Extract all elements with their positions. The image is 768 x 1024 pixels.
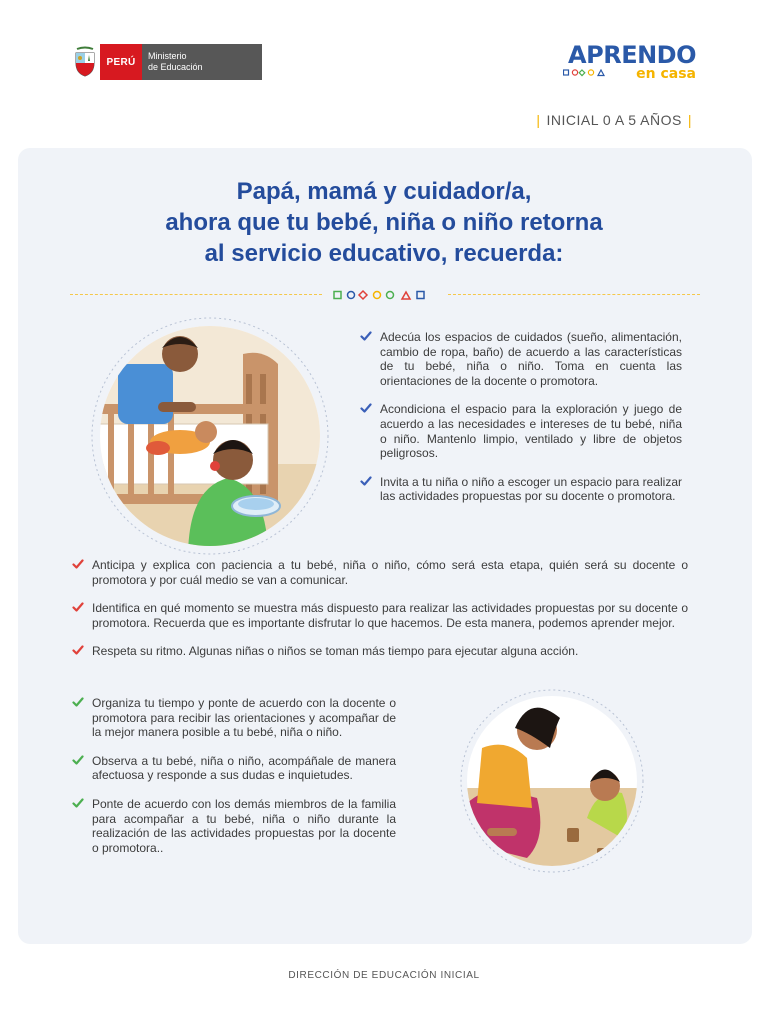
tip-text: Observa a tu bebé, niña o niño, acompáñale de manera afectuosa y responde a sus dudas e inquietudes. — [92, 753, 396, 783]
tip-text: Invita a tu niña o niño a escoger un espacio para realizar las actividades propuestas por su docente o promotora. — [380, 474, 682, 504]
tip-text: Identifica en qué momento se muestra más dispuesto para realizar las actividades propuestas por su docente o promotora. Recuerda que es importante disfrutar lo que hacemos. De esta manera, podemos aprender mejor. — [92, 601, 688, 630]
list-item — [72, 696, 396, 740]
tip-text: Anticipa y explica con paciencia a tu bebé, niña o niño, cómo será esta etapa, quién será su docente o promotora y por cuál medio se van a comunicar. — [92, 558, 688, 587]
tips-bottom-list — [72, 696, 396, 869]
tip-text: Organiza tu tiempo y ponte de acuerdo con la docente o promotora para recibir las orientaciones y acompañar de la mejor manera posible a tu bebé, niña o niño. — [92, 696, 396, 740]
list-item — [72, 797, 396, 855]
title-line-2: ahora que tu bebé, niña o niño retorna — [165, 209, 603, 236]
logo-word-en-casa: en casa — [636, 66, 696, 82]
divider-shapes — [332, 288, 436, 302]
tips-mid-list — [72, 558, 688, 673]
check-icon — [72, 754, 84, 766]
tip-text: Adecúa los espacios de cuidados (sueño, alimentación, cambio de ropa, baño) de acuerdo a las características de tu bebé, niña o niño. Toma en cuenta las orientaciones de la docente o promotora. — [380, 330, 682, 388]
list-item — [72, 644, 688, 659]
list-item — [72, 601, 688, 630]
list-item — [360, 402, 682, 460]
check-icon — [72, 601, 84, 613]
footer-text: DIRECCIÓN DE EDUCACIÓN INICIAL — [288, 970, 480, 981]
coat-of-arms-icon — [70, 44, 100, 80]
ministry-name — [142, 44, 262, 80]
title-line-3: al servicio educativo, recuerda: — [204, 240, 564, 267]
check-icon — [72, 696, 84, 708]
logo-shapes — [563, 69, 613, 77]
ministry-line-1: Ministerio — [148, 51, 187, 61]
decorative-divider — [70, 288, 700, 302]
ministry-line-2: de Educación — [148, 62, 203, 72]
check-icon — [360, 475, 372, 487]
check-icon — [360, 402, 372, 414]
level-text: INICIAL 0 A 5 AÑOS — [546, 112, 682, 128]
tip-text: Ponte de acuerdo con los demás miembros de la familia para acompañar a tu bebé, niña o niño durante la realización de las actividades propuestas por la docente o promotora.. — [92, 796, 396, 855]
tip-text: Respeta su ritmo. Algunas niñas o niños se toman más tiempo para ejecutar alguna acción. — [92, 644, 579, 659]
ministry-logo — [70, 44, 262, 80]
title-line-1: Papá, mamá y cuidador/a, — [236, 178, 532, 205]
list-item — [72, 754, 396, 783]
tip-text: Acondiciona el espacio para la exploración y juego de acuerdo a las necesidades e intereses de tu bebé, niña o niño. Mantenlo limpio, ventilado y libre de objetos peligrosos. — [380, 402, 682, 461]
aprendo-en-casa-logo — [560, 42, 700, 84]
list-item — [72, 558, 688, 587]
check-icon — [360, 330, 372, 342]
check-icon — [72, 644, 84, 656]
crib-illustration — [88, 314, 332, 558]
list-item — [360, 475, 682, 504]
page-title — [0, 176, 768, 269]
list-item — [360, 330, 682, 388]
check-icon — [72, 558, 84, 570]
logo-word-aprendo: APRENDO — [568, 41, 696, 69]
level-tag: | INICIAL 0 A 5 AÑOS | — [536, 112, 692, 128]
tips-top-list — [360, 330, 682, 518]
play-illustration — [427, 688, 677, 874]
check-icon — [72, 797, 84, 809]
peru-label: PERÚ — [100, 44, 142, 80]
